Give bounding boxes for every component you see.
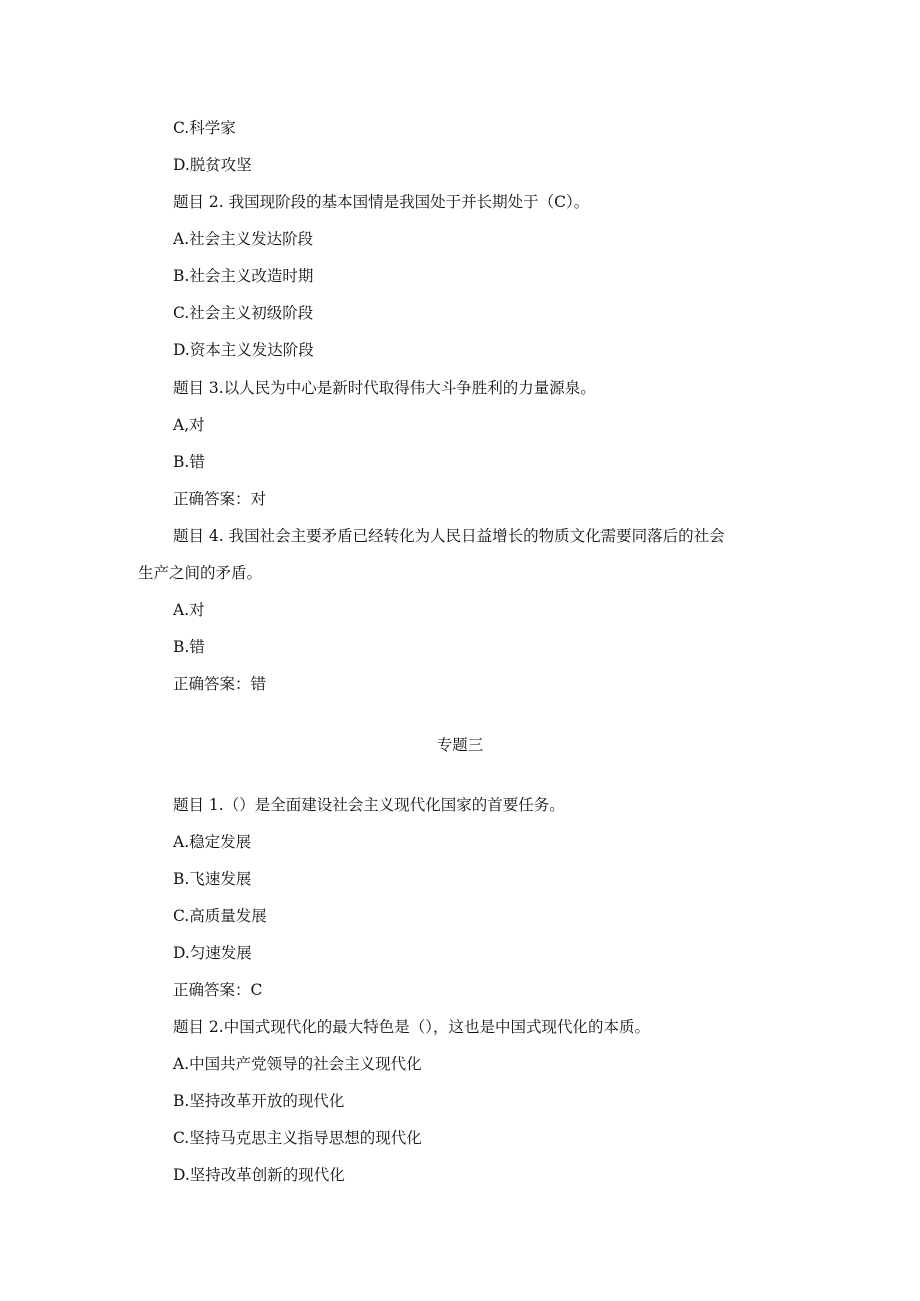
option-b: B.飞速发展 — [173, 870, 252, 888]
question-text: 题目 2.中国式现代化的最大特色是（），这也是中国式现代化的本质。 — [173, 1018, 650, 1036]
question-text: 题目 1.（）是全面建设社会主义现代化国家的首要任务。 — [173, 796, 565, 814]
option-c: C.社会主义初级阶段 — [173, 304, 314, 322]
option-b: B.社会主义改造时期 — [173, 267, 314, 285]
option-c: C.科学家 — [173, 119, 236, 137]
question-text-continued: 生产之间的矛盾。 — [138, 564, 263, 582]
option-d: D.坚持改革创新的现代化 — [173, 1166, 345, 1184]
option-d: D.匀速发展 — [173, 944, 252, 962]
correct-answer: 正确答案：C — [173, 981, 263, 999]
option-a: A.中国共产党领导的社会主义现代化 — [173, 1055, 422, 1073]
option-d: D.资本主义发达阶段 — [173, 341, 314, 359]
option-b: B.错 — [173, 453, 205, 471]
option-a: A.对 — [173, 601, 205, 619]
option-b: B.坚持改革开放的现代化 — [173, 1092, 345, 1110]
option-a: A,对 — [173, 416, 205, 434]
option-d: D.脱贫攻坚 — [173, 156, 252, 174]
question-text: 题目 2. 我国现阶段的基本国情是我国处于并长期处于（C）。 — [173, 193, 590, 211]
correct-answer: 正确答案：对 — [173, 490, 267, 508]
option-a: A.稳定发展 — [173, 833, 252, 851]
question-text: 题目 4. 我国社会主要矛盾已经转化为人民日益增长的物质文化需要同落后的社会 — [173, 527, 725, 545]
option-c: C.高质量发展 — [173, 907, 267, 925]
section-title: 专题三 — [436, 736, 484, 754]
question-text: 题目 3.以人民为中心是新时代取得伟大斗争胜利的力量源泉。 — [173, 379, 596, 397]
correct-answer: 正确答案：错 — [173, 675, 267, 693]
option-c: C.坚持马克思主义指导思想的现代化 — [173, 1129, 422, 1147]
option-a: A.社会主义发达阶段 — [173, 230, 314, 248]
option-b: B.错 — [173, 638, 205, 656]
